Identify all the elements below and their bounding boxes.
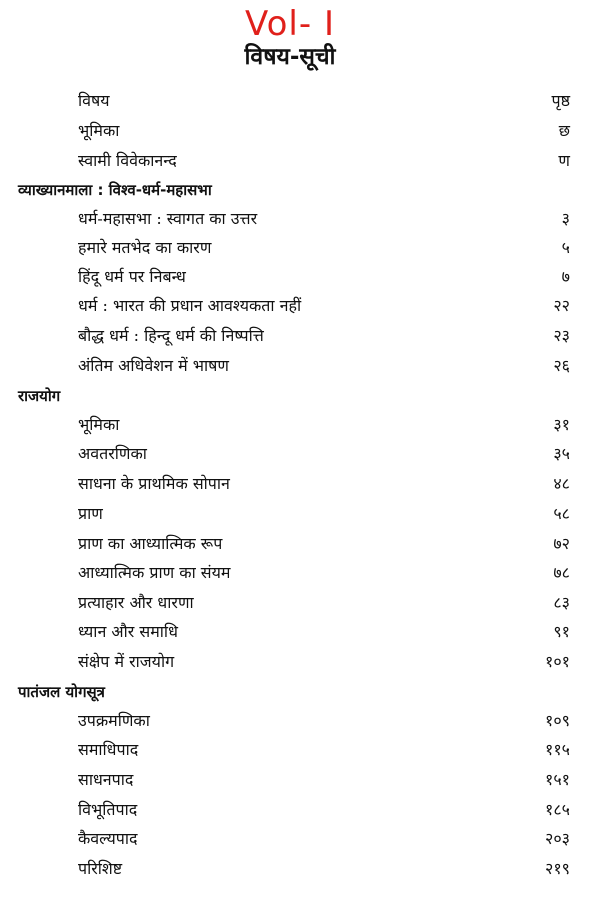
toc-entry[interactable] bbox=[0, 351, 600, 381]
toc-entry-page: ३५ bbox=[553, 444, 570, 463]
toc-entry-page: ४८ bbox=[553, 474, 570, 493]
section-heading-label: व्याख्यानमाला : विश्व-धर्म-महासभा bbox=[18, 181, 212, 199]
toc-entry-label: उपक्रमणिका bbox=[78, 711, 150, 730]
toc-entry-page: ५८ bbox=[553, 504, 570, 523]
toc-entry-label: हमारे मतभेद का कारण bbox=[78, 238, 212, 257]
toc-entry[interactable] bbox=[0, 706, 600, 736]
toc-entry-label: संक्षेप में राजयोग bbox=[78, 652, 175, 671]
toc-entry[interactable] bbox=[0, 765, 600, 795]
toc-entry[interactable] bbox=[0, 824, 600, 854]
toc-entry-page: २२ bbox=[553, 296, 570, 315]
toc-entry[interactable] bbox=[0, 588, 600, 618]
toc-entry[interactable] bbox=[0, 233, 600, 263]
toc-entry-label: हिंदू धर्म पर निबन्ध bbox=[78, 267, 186, 286]
toc-entry-label: ध्यान और समाधि bbox=[78, 622, 178, 641]
section-heading bbox=[0, 677, 600, 707]
toc-entry[interactable] bbox=[0, 735, 600, 765]
toc-entry[interactable] bbox=[0, 647, 600, 677]
page-title: विषय-सूची bbox=[244, 44, 336, 70]
toc-entry[interactable] bbox=[0, 410, 600, 440]
toc-entry-page: ३१ bbox=[553, 415, 570, 434]
toc-entry[interactable] bbox=[0, 262, 600, 292]
toc-entry-page: ९१ bbox=[553, 622, 570, 641]
toc-entry-page: २३ bbox=[553, 326, 570, 345]
toc-entry[interactable] bbox=[0, 529, 600, 559]
toc-entry-label: बौद्ध धर्म : हिन्दू धर्म की निष्पत्ति bbox=[78, 326, 264, 345]
toc-entry-label: प्राण bbox=[78, 504, 103, 523]
toc-entry-label: स्वामी विवेकानन्द bbox=[78, 151, 177, 170]
toc-entry-page: ८३ bbox=[553, 593, 570, 612]
toc-entry-page: ३ bbox=[561, 209, 570, 228]
toc-entry-page: १०१ bbox=[545, 652, 570, 671]
toc-entry[interactable] bbox=[0, 146, 600, 176]
toc-entry-page: ११५ bbox=[545, 740, 570, 759]
toc-entry-page: ण bbox=[558, 151, 570, 170]
toc-entry-page: १५१ bbox=[545, 770, 570, 789]
toc-entry-label: धर्म : भारत की प्रधान आवश्यकता नहीं bbox=[78, 296, 302, 315]
column-header-row bbox=[0, 86, 600, 116]
toc-entry-label: विभूतिपाद bbox=[78, 800, 138, 819]
toc-entry-page: ७२ bbox=[553, 534, 570, 553]
toc-entry-page: ५ bbox=[561, 238, 570, 257]
toc-entry[interactable] bbox=[0, 854, 600, 884]
volume-label: Vol- I bbox=[245, 4, 335, 44]
toc-entry[interactable] bbox=[0, 795, 600, 825]
toc-entry[interactable] bbox=[0, 469, 600, 499]
toc-entry-page: १८५ bbox=[545, 800, 570, 819]
toc-entry-page: १०९ bbox=[545, 711, 570, 730]
toc-entry-label: अंतिम अधिवेशन में भाषण bbox=[78, 356, 229, 375]
toc-entry-label: धर्म-महासभा : स्वागत का उत्तर bbox=[78, 209, 258, 228]
toc-entry-label: साधना के प्राथमिक सोपान bbox=[78, 474, 230, 493]
toc-entry[interactable] bbox=[0, 617, 600, 647]
toc-entry-page: छ bbox=[558, 121, 570, 140]
toc-entry[interactable] bbox=[0, 204, 600, 234]
section-heading-label: पातंजल योगसूत्र bbox=[18, 683, 105, 701]
toc-entry-label: आध्यात्मिक प्राण का संयम bbox=[78, 563, 231, 582]
toc-entry[interactable] bbox=[0, 439, 600, 469]
column-header-topic: विषय bbox=[78, 91, 110, 110]
toc-entry[interactable] bbox=[0, 321, 600, 351]
section-heading-label: राजयोग bbox=[18, 387, 61, 405]
toc-entry-label: भूमिका bbox=[78, 415, 120, 434]
column-header-page: पृष्ठ bbox=[551, 91, 570, 110]
toc-entry-page: २६ bbox=[553, 356, 570, 375]
toc-entry-page: २०३ bbox=[545, 829, 570, 848]
toc-entry[interactable] bbox=[0, 116, 600, 146]
toc-entry-page: २१९ bbox=[545, 859, 570, 878]
toc-entry-page: ७८ bbox=[553, 563, 570, 582]
section-heading bbox=[0, 381, 600, 411]
toc-entry-label: साधनपाद bbox=[78, 770, 134, 789]
toc-entry-label: प्रत्याहार और धारणा bbox=[78, 593, 194, 612]
toc-entry-label: समाधिपाद bbox=[78, 740, 139, 759]
section-heading bbox=[0, 175, 600, 205]
toc-entry[interactable] bbox=[0, 499, 600, 529]
toc-entry-label: अवतरणिका bbox=[78, 444, 147, 463]
toc-entry-label: भूमिका bbox=[78, 121, 120, 140]
toc-entry-label: परिशिष्ट bbox=[78, 859, 123, 878]
toc-entry-label: कैवल्यपाद bbox=[78, 829, 138, 848]
toc-entry-page: ७ bbox=[561, 267, 570, 286]
toc-entry[interactable] bbox=[0, 558, 600, 588]
toc-entry[interactable] bbox=[0, 291, 600, 321]
toc-entry-label: प्राण का आध्यात्मिक रूप bbox=[78, 534, 223, 553]
